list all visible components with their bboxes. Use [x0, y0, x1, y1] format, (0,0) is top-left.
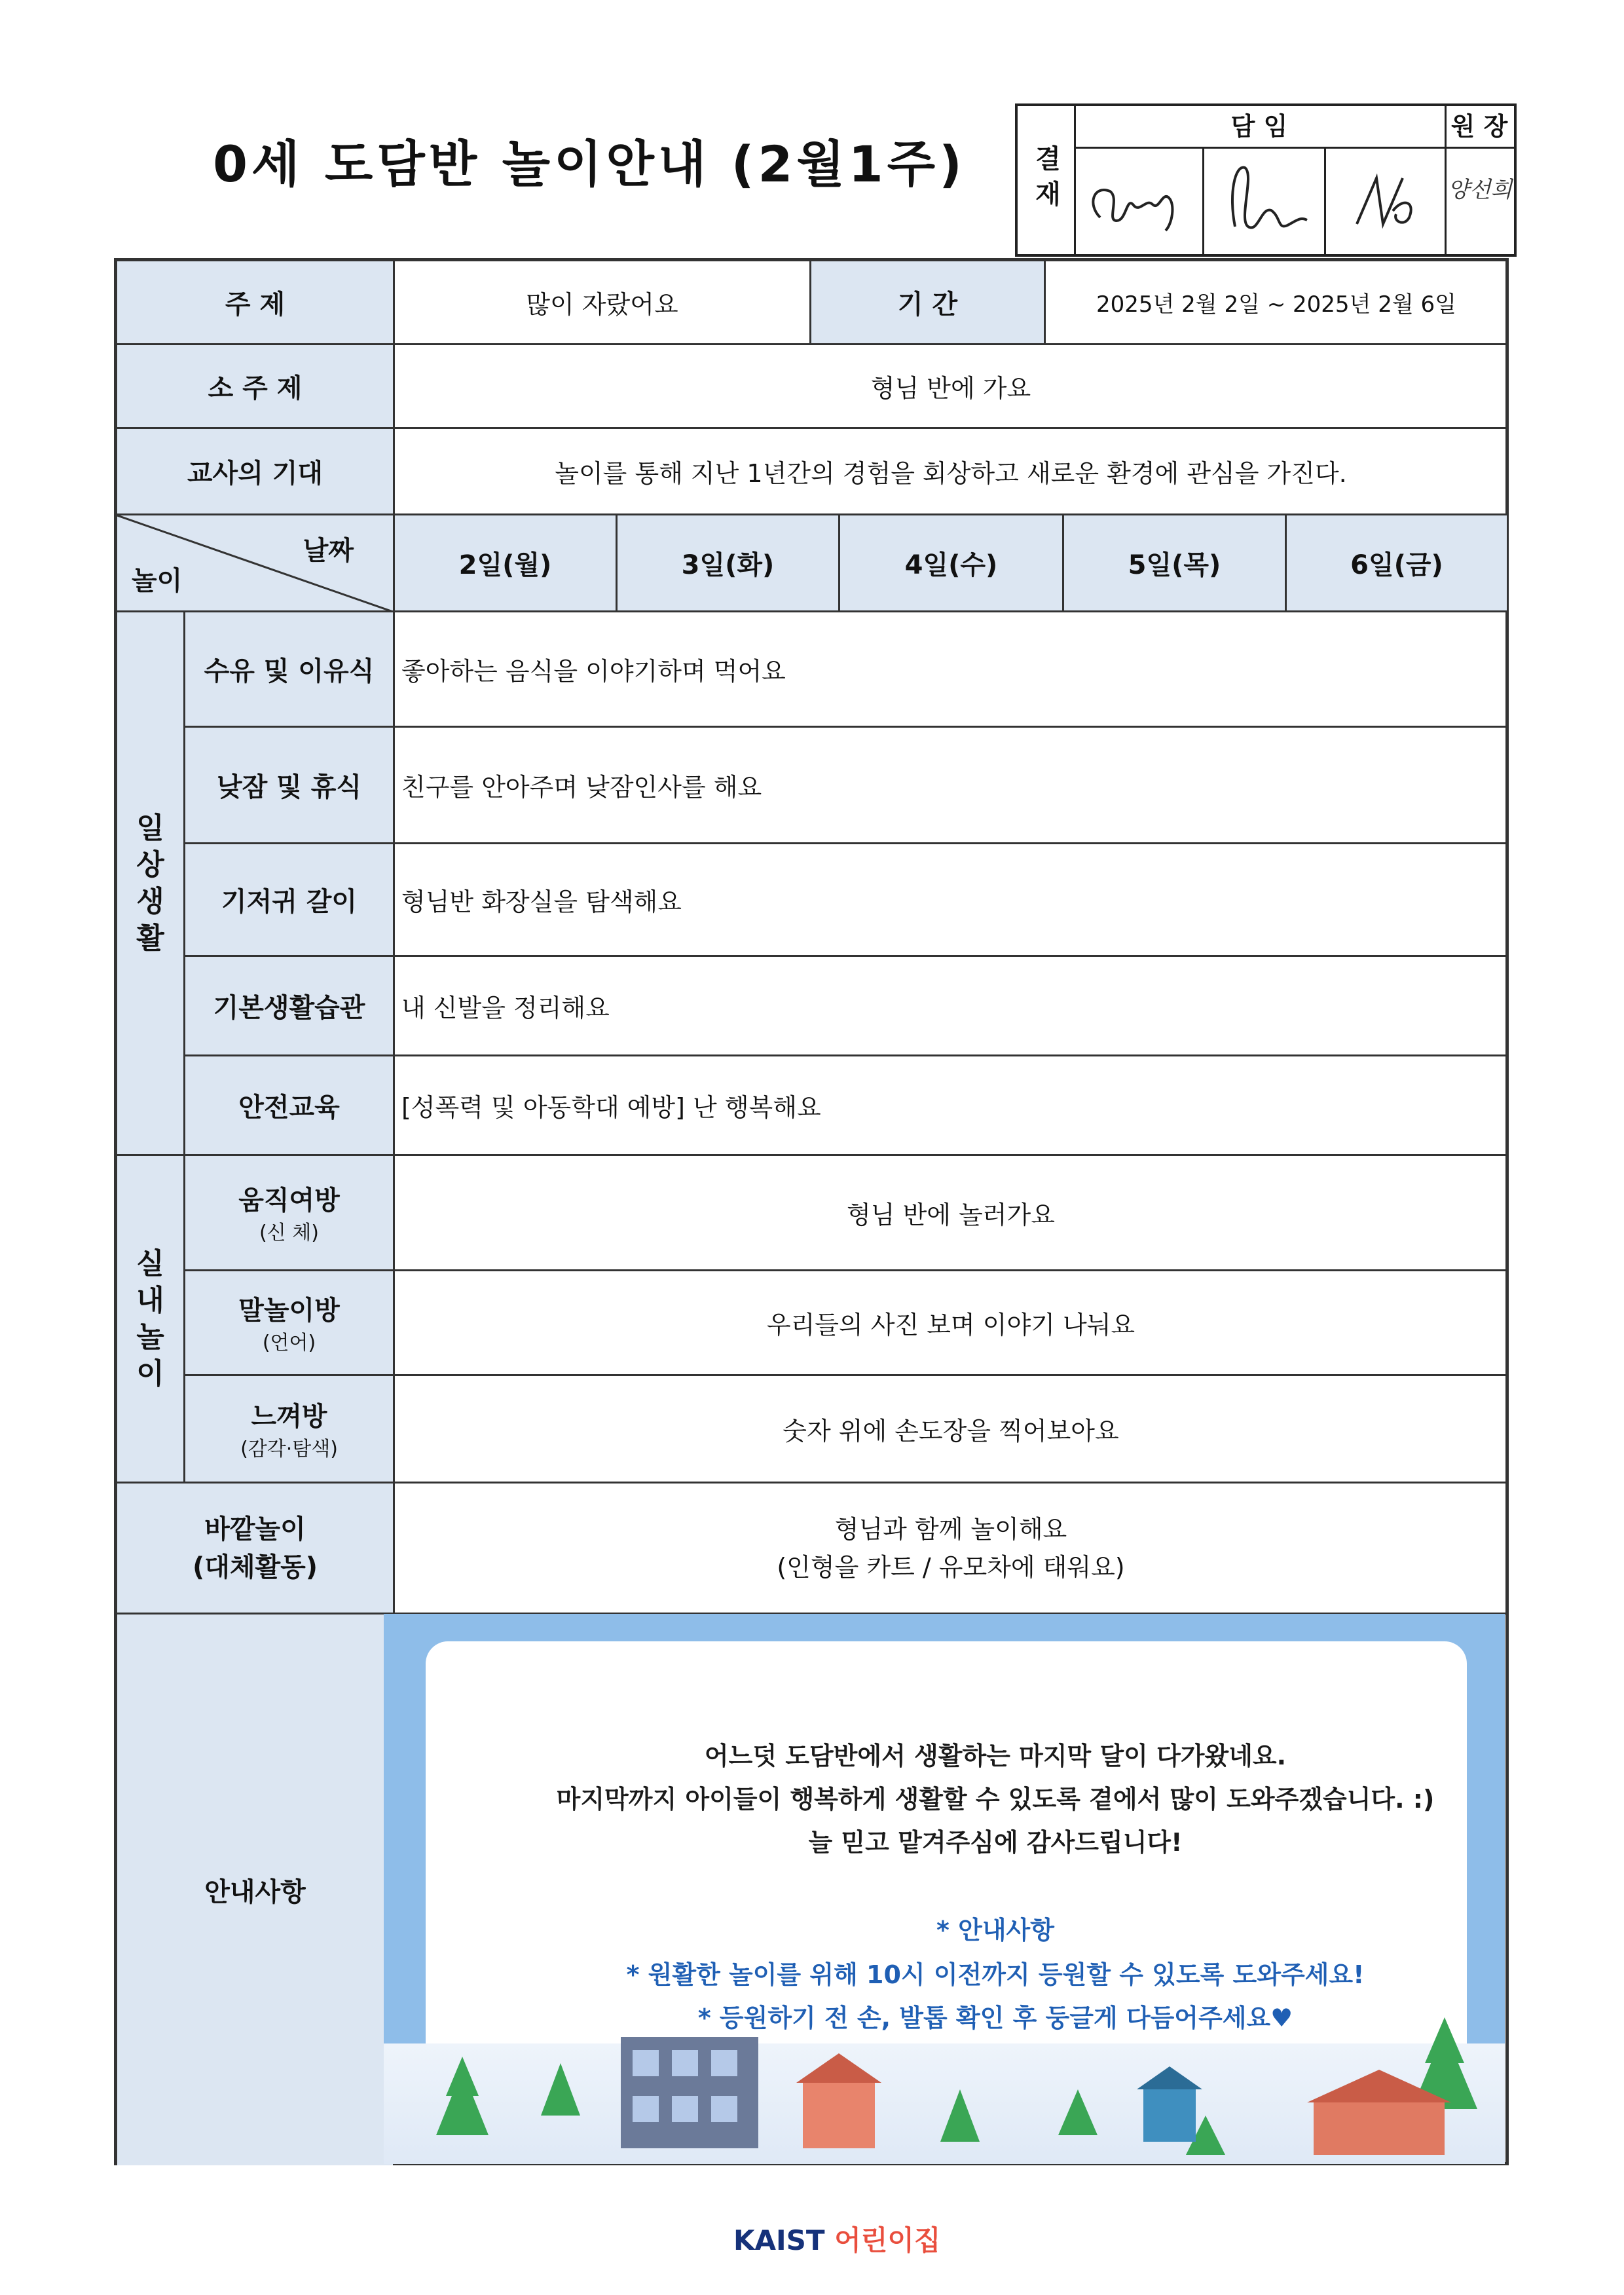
notice-item-2: * 등원하기 전 손, 발톱 확인 후 둥글게 다듬어주세요♥	[697, 2004, 1293, 2032]
indoor-row-label: 움직여방 (신 체)	[185, 1156, 395, 1271]
indoor-group-label: 실 내 놀 이	[117, 1156, 185, 1483]
daily-row-label: 낮잠 및 휴식	[185, 728, 395, 844]
approval-box	[1015, 103, 1517, 257]
outdoor-value: 형님과 함께 놀이해요 (인형을 카트 / 유모차에 태워요)	[395, 1483, 1509, 1614]
approval-label: 결재	[1031, 145, 1061, 215]
notice-label: 안내사항	[117, 1614, 395, 2165]
building-icon	[621, 2037, 758, 2148]
daily-row-label: 기본생활습관	[185, 957, 395, 1056]
daily-row-value: [성폭력 및 아동학대 예방] 난 행복해요	[395, 1056, 1509, 1156]
theme-value: 많이 자랐어요	[395, 261, 811, 345]
daily-row-value: 좋아하는 음식을 이야기하며 먹어요	[395, 612, 1509, 728]
corner-cell	[117, 515, 395, 612]
theme-label: 주 제	[117, 261, 395, 345]
indoor-row-label: 말놀이방 (언어)	[185, 1271, 395, 1376]
daily-row-label: 안전교육	[185, 1056, 395, 1156]
expectation-label: 교사의 기대	[117, 429, 395, 515]
signature-teacher-3	[1331, 159, 1442, 244]
daily-row-value: 친구를 안아주며 낮잠인사를 해요	[395, 728, 1509, 844]
day-header: 5일(목)	[1064, 515, 1287, 612]
day-header: 3일(화)	[618, 515, 840, 612]
indoor-row-value: 숫자 위에 손도장을 찍어보아요	[395, 1376, 1509, 1483]
daily-row-value: 형님반 화장실을 탐색해요	[395, 844, 1509, 957]
signature-principal: 양선희	[1447, 177, 1513, 203]
approval-teacher-header: 담 임	[1074, 106, 1447, 149]
signature-teacher-2	[1209, 155, 1320, 246]
page-title: 0세 도담반 놀이안내 (2월1주)	[213, 135, 966, 193]
indoor-row-value: 우리들의 사진 보며 이야기 나눠요	[395, 1271, 1509, 1376]
expectation-value: 놀이를 통해 지난 1년간의 경험을 회상하고 새로운 환경에 관심을 가진다.	[395, 429, 1509, 515]
notice-item-1: * 원활한 놀이를 위해 10시 이전까지 등원할 수 있도록 도와주세요!	[626, 1960, 1365, 1989]
daily-row-label: 기저귀 갈이	[185, 844, 395, 957]
indoor-row-value: 형님 반에 놀러가요	[395, 1156, 1509, 1271]
daily-group-label: 일 상 생 활	[117, 612, 185, 1156]
period-label: 기 간	[811, 261, 1046, 345]
notice-message-2: 마지막까지 아이들이 행복하게 생활할 수 있도록 곁에서 많이 도와주겠습니다. :)	[556, 1785, 1435, 1814]
daily-row-value: 내 신발을 정리해요	[395, 957, 1509, 1056]
corner-date-label: 날짜	[303, 536, 354, 566]
day-header: 6일(금)	[1287, 515, 1509, 612]
subtheme-value: 형님 반에 가요	[395, 345, 1509, 429]
period-value: 2025년 2월 2일 ~ 2025년 2월 6일	[1046, 261, 1509, 345]
subtheme-label: 소 주 제	[117, 345, 395, 429]
daily-row-label: 수유 및 이유식	[185, 612, 395, 728]
approval-principal-header: 원 장	[1445, 106, 1514, 149]
corner-play-label: 놀이	[132, 566, 183, 596]
notice-message-1: 어느덧 도담반에서 생활하는 마지막 달이 다가왔네요.	[704, 1742, 1287, 1770]
day-header: 4일(수)	[840, 515, 1064, 612]
signature-teacher-1	[1080, 159, 1192, 244]
house-icon	[796, 2053, 1451, 2155]
winter-village-illustration	[384, 2017, 1505, 2164]
kaist-childcare-logo: KAIST 어린이집	[733, 2224, 941, 2256]
indoor-row-label: 느껴방 (감각·탐색)	[185, 1376, 395, 1483]
notice-message-3: 늘 믿고 맡겨주심에 감사드립니다!	[808, 1828, 1183, 1857]
notice-subtitle: * 안내사항	[936, 1916, 1054, 1945]
day-header: 2일(월)	[395, 515, 618, 612]
outdoor-label: 바깥놀이 (대체활동)	[117, 1483, 395, 1614]
